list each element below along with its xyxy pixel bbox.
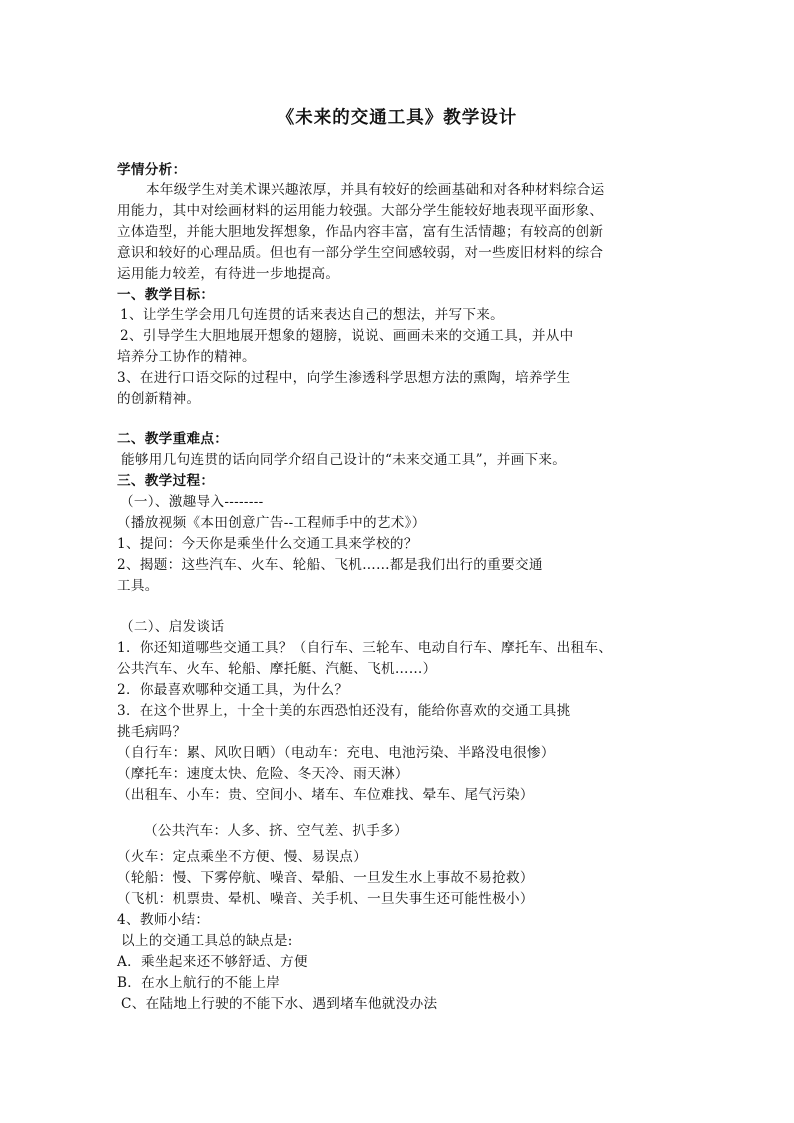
document-title: 《未来的交通工具》教学设计 [276, 108, 518, 128]
part2-line: 4、教师小结： [117, 912, 210, 928]
situation-line: 立体造型，并能大胆地发挥想象，作品内容丰富，富有生活情趣；有较高的创新 [117, 224, 604, 240]
part1-line: 1、提问：今天你是乘坐什么交通工具来学校的？ [117, 536, 418, 552]
part2-line: （自行车：累、风吹日晒）（电动车：充电、电池污染、半路没电很惨） [117, 745, 555, 761]
part2-line: （摩托车：速度太快、危险、冬天冷、雨天淋） [117, 766, 409, 782]
part2-line: （飞机：机票贵、晕机、噪音、关手机、一旦失事生还可能性极小） [117, 891, 534, 907]
part2-line: 2．你最喜欢哪种交通工具，为什么？ [117, 682, 349, 698]
key-points-text: 能够用几句连贯的话向同学介绍自己设计的“未来交通工具”，并画下来。 [121, 452, 567, 468]
part1-line: 2、揭题：这些汽车、火车、轮船、飞机……都是我们出行的重要交通 [117, 557, 543, 573]
goal-item: 3、在进行口语交际的过程中，向学生渗透科学思想方法的熏陶，培养学生 [117, 370, 571, 386]
part2-line: （轮船：慢、下雾停航、噪音、晕船、一旦发生水上事故不易抢救） [117, 870, 534, 886]
part2-line: A．乘坐起来还不够舒适、方便 [117, 954, 308, 970]
process-heading: 三、教学过程： [117, 473, 215, 489]
situation-line: 意识和较好的心理品质。但也有一部分学生空间感较弱，对一些废旧材料的综合 [117, 245, 604, 261]
part2-line: 3．在这个世界上，十全十美的东西恐怕还没有，能给你喜欢的交通工具挑 [117, 703, 571, 719]
part1-line: 工具。 [117, 578, 159, 594]
part2-title: （二）、启发谈话 [120, 619, 225, 635]
part1-title: （一）、激趣导入-------- [120, 494, 264, 510]
goal-item-continued: 的创新精神。 [117, 391, 201, 407]
situation-line: 运用能力较差，有待进一步地提高。 [117, 266, 340, 282]
goals-heading: 一、教学目标： [117, 287, 215, 303]
situation-line: 用能力，其中对绘画材料的运用能力较强。大部分学生能较好地表现平面形象、 [117, 203, 604, 219]
part2-line: 挑毛病吗？ [117, 724, 187, 740]
part1-line: （播放视频《本田创意广告--工程师手中的艺术》） [117, 515, 426, 531]
part2-line: （火车：定点乘坐不方便、慢、易误点） [117, 849, 368, 865]
key-points-heading: 二、教学重难点： [117, 431, 229, 447]
part2-line: 1．你还知道哪些交通工具？（自行车、三轮车、电动自行车、摩托车、出租车、 [117, 640, 613, 656]
goal-item: 2、引导学生大胆地展开想象的翅膀，说说、画画未来的交通工具，并从中 [120, 328, 574, 344]
goal-item-continued: 培养分工协作的精神。 [117, 349, 256, 365]
goal-item: 1、让学生学会用几句连贯的话来表达自己的想法，并写下来。 [120, 307, 505, 323]
part2-line: （出租车、小车：贵、空间小、堵车、车位难找、晕车、尾气污染） [117, 787, 534, 803]
part2-line: B．在水上航行的不能上岸 [117, 975, 281, 991]
part2-line: 以上的交通工具总的缺点是: [121, 933, 293, 949]
part2-line: （公共汽车：人多、挤、空气差、扒手多） [144, 823, 408, 839]
situation-line: 本年级学生对美术课兴趣浓厚，并具有较好的绘画基础和对各种材料综合运 [146, 182, 605, 198]
part2-line: 公共汽车、火车、轮船、摩托艇、汽艇、飞机……） [117, 661, 437, 677]
situation-heading: 学情分析： [117, 162, 187, 178]
part2-line: C、在陆地上行驶的不能下水、遇到堵车他就没办法 [121, 996, 438, 1012]
